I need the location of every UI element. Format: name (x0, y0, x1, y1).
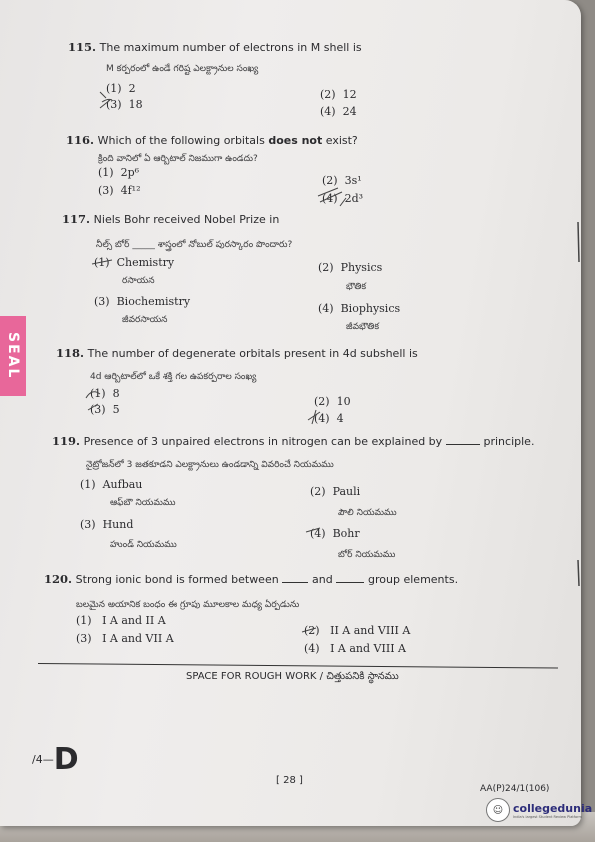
question-number: 117. (62, 212, 91, 226)
page-number: [ 28 ] (276, 775, 303, 786)
question-telugu: నైట్రోజన్‌లో 3 జతకూడని ఎలక్ట్రానులు ఉండడాన్ని వివరించే నియమము (86, 460, 334, 470)
question-text-end: principle. (483, 435, 535, 448)
option-1: (1) Aufbau (80, 478, 143, 491)
option-1-telugu: ఆఫ్‌బౌ నియమము (110, 498, 176, 508)
option-1: (1) 8 (90, 387, 120, 400)
question-number: 118. (56, 346, 85, 360)
question-text: Presence of 3 unpaired electrons in nitrogen can be explained by (83, 435, 443, 448)
question-number: 119. (52, 434, 81, 448)
option-2: (2) Physics (318, 261, 383, 274)
option-3: (3) Biochemistry (94, 295, 191, 308)
option-1-telugu: రసాయన (122, 276, 155, 286)
option-2: (2) 3s¹ (322, 174, 362, 187)
question-telugu: M కర్పరంలో ఉండే గరిష్ట ఎలక్ట్రానుల సంఖ్య (106, 64, 259, 74)
question-text-end: group elements. (368, 573, 459, 586)
option-4: (4) I A and VIII A (304, 642, 406, 655)
question-telugu: 4d ఆర్బిటాల్‌లో ఒకే శక్తి గల ఉపకర్పరాల సంఖ్య (90, 372, 257, 382)
option-2-telugu: పౌలి నియమము (338, 508, 397, 518)
question-text: The number of degenerate orbitals present in 4d subshell is (87, 347, 418, 360)
option-4-telugu: జీవభౌతిక (346, 322, 380, 332)
rough-work-label: SPACE FOR ROUGH WORK / చిత్తుపనికి స్థానము (186, 671, 399, 682)
question-text: Strong ionic bond is formed between (75, 573, 279, 586)
option-1: (1) I A and II A (76, 614, 166, 627)
question-text: Niels Bohr received Nobel Prize in (93, 213, 280, 226)
option-4: (4) 4 (314, 412, 344, 425)
option-4: (4) Biophysics (318, 302, 401, 315)
option-4: (4) Bohr (310, 527, 360, 540)
option-2-telugu: భౌతిక (346, 282, 367, 292)
logo-tagline: India's largest Student Review Platform (513, 814, 582, 819)
question-number: 116. (66, 133, 95, 147)
question-telugu: నీల్స్ బోర్ _____ శాస్త్రంలో నోబుల్ పురస్కారం పొందారు? (96, 240, 293, 250)
option-4-telugu: బోర్ నియమము (338, 550, 396, 560)
option-3: (3) 5 (90, 403, 120, 416)
option-3: (3) Hund (80, 518, 134, 531)
series-code: /4—D (32, 742, 79, 777)
seal-tab: SEAL (0, 316, 26, 396)
option-1: (1) Chemistry (94, 256, 175, 269)
question-number: 115. (68, 40, 97, 54)
paper-code: AA(P)24/1(106) (480, 784, 550, 794)
question-text: The maximum number of electrons in M shell is (99, 41, 362, 54)
option-2: (2) 12 (320, 88, 357, 101)
option-4: (4) 2d³ (322, 192, 364, 205)
option-1: (1) 2p⁶ (98, 166, 140, 179)
option-3: (3) I A and VII A (76, 632, 174, 645)
option-2: (2) Pauli (310, 485, 361, 498)
option-2: (2) 10 (314, 395, 351, 408)
watermark-logo (486, 798, 592, 822)
question-telugu: క్రింది వానిలో ఏ ఆర్బిటాల్ నిజముగా ఉండదు? (98, 154, 258, 164)
question-number: 120. (44, 572, 73, 586)
option-3-telugu: హుండ్ నియమము (110, 540, 177, 550)
option-3: (3) 4f¹² (98, 184, 141, 197)
logo-name: collegedunia (513, 801, 593, 815)
question-text: Which of the following orbitals does not exist? (97, 134, 358, 147)
option-2: (2) II A and VIII A (304, 624, 411, 637)
option-3-telugu: జీవరసాయన (122, 315, 168, 325)
option-4: (4) 24 (320, 105, 357, 118)
question-text-mid: and (312, 573, 333, 586)
question-telugu: బలమైన అయానిక బంధం ఈ గ్రూపు మూలకాల మధ్య ఏర్పడును (76, 600, 300, 610)
option-1: (1) 2 (106, 82, 136, 95)
option-3: (3) 18 (106, 98, 143, 111)
mascot-icon: ☺ (486, 798, 510, 822)
